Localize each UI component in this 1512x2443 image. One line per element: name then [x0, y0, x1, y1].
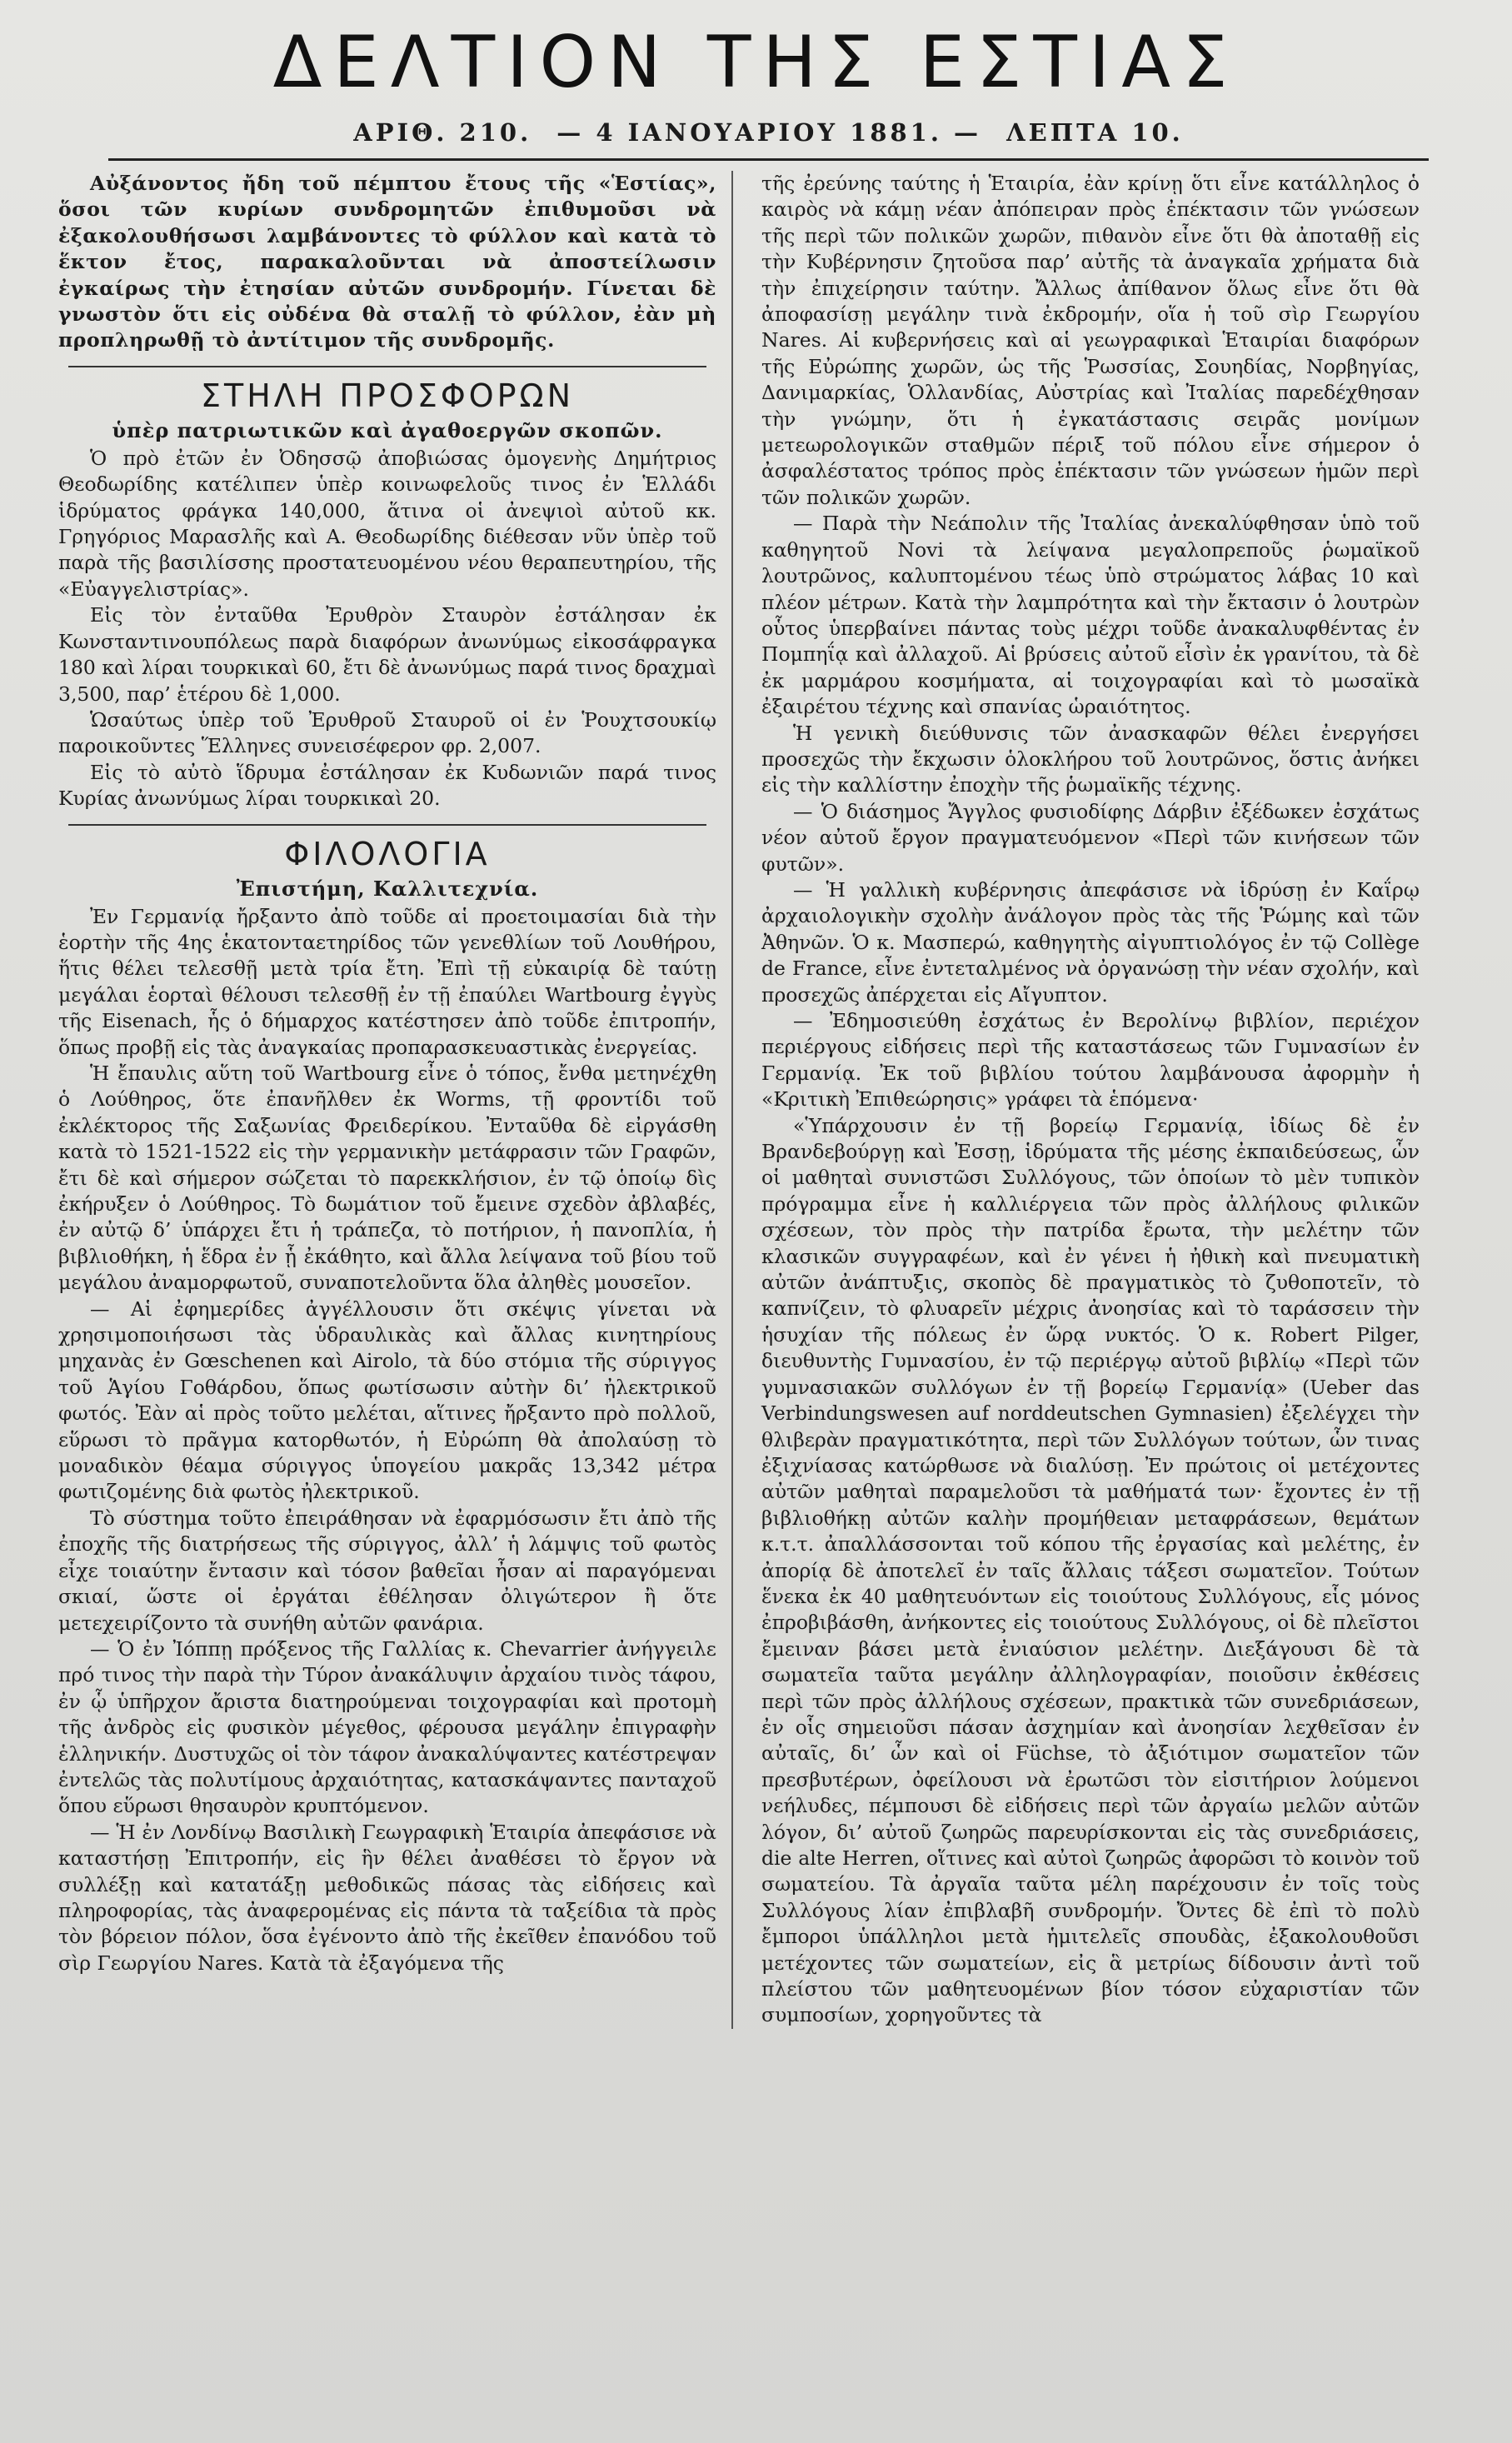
offer-item: Ὁ πρὸ ἐτῶν ἐν Ὀδησσῷ ἀποβιώσας ὁμογενὴς Δημήτριος Θεοδωρίδης κατέλιπεν ὑπὲρ κοινωφελοῦς τινος ἐν Ἑλλάδι ἱδρύματος φράγκα 140,000, ἅτινα οἱ ἀνεψιοὶ αὐτοῦ κκ. Γρηγόριος Μαρασλῆς καὶ Α. Θεοδωρίδης διέθεσαν νῦν ὑπὲρ τοῦ παρὰ τῆς βασιλίσσης προστατευομένου νέου θεραπευτηρίου, τῆς «Εὐαγγελιστρίας».: [58, 446, 716, 601]
article-paragraph: Ἐν Γερμανίᾳ ἤρξαντο ἀπὸ τοῦδε αἱ προετοιμασίαι διὰ τὴν ἑορτὴν τῆς 4ης ἑκατονταετηρίδος τῶν γενεθλίων τοῦ Λουθήρου, ἥτις θέλει τελεσθῇ μετὰ τρία ἔτη. Ἐπὶ τῇ εὐκαιρίᾳ δὲ ταύτῃ μεγάλαι ἑορταὶ θέλουσι τελεσθῇ ἐν τῇ ἐπαύλει Wartbourg ἐγγὺς τῆς Eisenach, ἧς ὁ δήμαρχος κατέστησεν ἀπὸ τοῦδε ἐπιτροπήν, ὅπως προβῇ εἰς τὰς ἀναγκαίας προπαρασκευαστικὰς ἐνεργείας.: [58, 904, 716, 1059]
offer-item: Εἰς τὸν ἐνταῦθα Ἐρυθρὸν Σταυρὸν ἐστάλησαν ἐκ Κωνσταντινουπόλεως παρὰ διαφόρων ἀνωνύμως εἰκοσάφραγκα 180 καὶ λίραι τουρκικαὶ 60, ἔτι δὲ ἀνωνύμως παρά τινος δραχμαὶ 3,500, παρ’ ἑτέρου δὲ 1,000.: [58, 603, 716, 706]
article-paragraph: — Ὁ διάσημος Ἄγγλος φυσιοδίφης Δάρβιν ἐξέδωκεν ἐσχάτως νέον αὐτοῦ ἔργον πραγματευόμενον «Περὶ τῶν κινήσεων τῶν φυτῶν».: [761, 799, 1420, 876]
philology-section-header: [68, 824, 706, 904]
article-paragraph: — Παρὰ τὴν Νεάπολιν τῆς Ἰταλίας ἀνεκαλύφθησαν ὑπὸ τοῦ καθηγητοῦ Novi τὰ λείψανα μεγαλοπρεποῦς ῥωμαϊκοῦ λουτρῶνος, καλυπτομένου τέως ὑπὸ στρώματος λάβας 10 καὶ πλέον μέτρων. Κατὰ τὴν λαμπρότητα καὶ τὴν ἔκτασιν ὁ λουτρὼν οὗτος ὑπερβαίνει πάντας τοὺς μέχρι τοῦδε ἀνακαλυφθέντας ἐν Πομπηΐᾳ καὶ ἀλλαχοῦ. Αἱ βρύσεις αὐτοῦ εἶσὶν ἐκ γρανίτου, τὰ δὲ ἐκ μαρμάρου κοσμήματα, αἱ τοιχογραφίαι καὶ τὸ μωσαϊκὰ ἐξαιρέτου τέχνης καὶ σπανίας ὡραιότητος.: [761, 512, 1420, 719]
article-paragraph: Ἡ ἔπαυλις αὕτη τοῦ Wartbourg εἶνε ὁ τόπος, ἔνθα μετηνέχθη ὁ Λούθηρος, ὅτε ἐπανῆλθεν ἐκ Worms, τῇ φροντίδι τοῦ ἐκλέκτορος τῆς Σαξωνίας Φρειδερίκου. Ἐνταῦθα δὲ εἰργάσθη κατὰ τὸ 1521-1522 εἰς τὴν γερμανικὴν μετάφρασιν τῶν Γραφῶν, ἔτι δὲ καὶ σήμερον σώζεται τὸ παρεκκλήσιον, ἐν τῷ ὁποίῳ δὶς ἐκήρυξεν ὁ Λούθηρος. Τὸ δωμάτιον τοῦ ἔμεινε σχεδὸν ἀβλαβές, ἐν αὐτῷ δ’ ὑπάρχει ἔτι ἡ τράπεζα, τὸ ποτήριον, ἡ πανοπλία, ἡ βιβλιοθήκη, ἡ ἕδρα ἐν ᾗ ἐκάθητο, καὶ ἄλλα λείψανα τοῦ βίου τοῦ μεγάλου ἀναμορφωτοῦ, συναποτελοῦντα ὅλα ἀληθὲς μουσεῖον.: [58, 1061, 716, 1295]
offers-title: ΣΤΗΛΗ ΠΡΟΣΦΟΡΩΝ: [200, 377, 575, 414]
article-paragraph: Ἡ γενικὴ διεύθυνσις τῶν ἀνασκαφῶν θέλει ἐνεργήσει προσεχῶς τὴν ἔκχωσιν ὁλοκλήρου τοῦ λουτρῶνος, ὅστις ἀνήκει εἰς τὴν καλλίστην ἐποχὴν τῆς ῥωμαϊκῆς τέχνης.: [761, 721, 1420, 797]
article-paragraph: — Ἐδημοσιεύθη ἐσχάτως ἐν Βερολίνῳ βιβλίον, περιέχον περιέργους εἰδήσεις περὶ τῆς καταστάσεως τῶν Γυμνασίων ἐν Γερμανίᾳ. Ἐκ τοῦ βιβλίου τούτου λαμβάνουσα ἀφορμὴν ἡ «Κριτικὴ Ἐπιθεώρησις» γράφει τὰ ἑπόμενα·: [761, 1009, 1420, 1112]
subscription-notice: Αὐξάνοντος ἤδη τοῦ πέμπτου ἔτους τῆς «Ἑστίας», ὅσοι τῶν κυρίων συνδρομητῶν ἐπιθυμοῦσι νὰ ἐξακολουθήσωσι λαμβάνοντες τὸ φύλλον καὶ κατὰ τὸ ἕκτον ἔτος, παρακαλοῦνται νὰ ἀποστείλωσιν ἐγκαίρως τὴν ἐτησίαν αὐτῶν συνδρομήν. Γίνεται δὲ γνωστὸν ὅτι εἰς οὐδένα θὰ σταλῇ τὸ φύλλον, ἐὰν μὴ προπληρωθῇ τὸ ἀντίτιμον τῆς συνδρομῆς.: [58, 172, 716, 352]
offer-item: Ὡσαύτως ὑπὲρ τοῦ Ἐρυθροῦ Σταυροῦ οἱ ἐν Ῥουχτσουκίῳ παροικοῦντες Ἕλληνες συνεισέφερον φρ. 2,007.: [58, 707, 716, 758]
offers-section-header: [68, 366, 706, 446]
issue-number: ΑΡΙΘ. 210.: [353, 118, 532, 147]
article-paragraph: — Ἡ ἐν Λονδίνῳ Βασιλικὴ Γεωγραφικὴ Ἑταιρία ἀπεφάσισε νὰ καταστήσῃ Ἐπιτροπήν, εἰς ἣν θέλει ἀναθέσει τὸ ἔργον νὰ συλλέξῃ καὶ κατατάξῃ μεθοδικῶς πάσας τὰς εἰδήσεις καὶ πληροφορίας, τὰς ἀναφερομένας εἰς πάντα τὰ ταξείδια τὰ πρὸς τὸν βόρειον πόλον, ὅσα ἐγένοντο ἀπὸ τῆς ἐκεῖθεν ἐπανόδου τοῦ σὶρ Γεωργίου Nares. Κατὰ τὰ ἐξαγόμενα τῆς: [58, 1820, 716, 1975]
article-paragraph: «Ὑπάρχουσιν ἐν τῇ βορείῳ Γερμανίᾳ, ἰδίως δὲ ἐν Βρανδεβούργῃ καὶ Ἐσσῃ, ἱδρύματα τῆς μέσης ἐκπαιδεύσεως, ὧν οἱ μαθηταὶ συνιστῶσι Συλλόγους, τῶν ὁποίων τὸ μὲν τυπικὸν πρόγραμμα εἶνε ἡ καλλιέργεια τῶν πρὸς ἀλλήλους φιλικῶν σχέσεων, τὸν πρὸς τὴν πατρίδα ἔρωτα, τὴν μελέτην τῶν κλασικῶν συγγραφέων, καὶ ἐν γένει ἡ ἠθικὴ καὶ πνευματικὴ αὐτῶν ἀνάπτυξις, σκοπὸς δὲ πραγματικὸς τὸ ζυθοποτεῖν, τὸ καπνίζειν, τὸ φλυαρεῖν μέχρις ἀνοησίας καὶ τὸ ταράσσειν τὴν ἡσυχίαν τῆς πόλεως ἐν ὥρᾳ νυκτός. Ὁ κ. Robert Pilger, διευθυντὴς Γυμνασίου, ἐν τῷ περιέργῳ αὐτοῦ βιβλίῳ «Περὶ τῶν γυμνασιακῶν συλλόγων ἐν τῇ βορείῳ Γερμανίᾳ» (Ueber das Verbindungswesen auf norddeutschen Gymnasien) ἐξελέγχει τὴν θλιβερὰν πραγματικότητα, περὶ τῶν Συλλόγων τούτων, ὧν τινας ἐξιχνίασας κατώρθωσε νὰ διαλύσῃ. Ἐν πρώτοις οἱ μετέχοντες αὐτῶν μαθηταὶ παραμελοῦσι τὰ μαθήματά των· ἔχοντες ἐν τῇ βιβλιοθήκῃ αὐτῶν καλὴν προμήθειαν μεταφράσεων, θεμάτων κ.τ.τ. ἀπαλλάσσονται τοῦ κόπου τῆς ἐργασίας καὶ μελέτης, ἐν ἀπορίᾳ δὲ ἀποτελεῖ ἐν ταῖς ἄλλαις τάξεσι σωματεῖον. Τούτων ἕνεκα ἐκ 40 μαθητευόντων εἰς τοιούτους Συλλόγους, εἷς μόνος ἐπροβιβάσθη, ἀνήκοντες εἰς τοιούτους Συλλόγους, οἱ δὲ πλεῖστοι ἔμειναν βάσει μετὰ ἐνιαύσιον μελέτην. Διεξάγουσι δὲ τὰ σωματεῖα ταῦτα μεγάλην ἀλληλογραφίαν, ποιοῦσιν ἐκθέσεις περὶ τῶν πρὸς ἀλλήλους σχέσεων, πρακτικὰ τῶν συνεδριάσεων, ἐν οἷς σημειοῦσι πάσαν ἀσχημίαν καὶ ἀνοησίαν λεχθεῖσαν ἐν αὐταῖς, δι’ ὧν καὶ οἱ Füchse, τὸ ἀξιότιμον σωματεῖον τῶν πρεσβυτέρων, ὀφείλουσι νὰ ἐρωτῶσι τὸν εἰσιτήριον λούμενοι νεήλυδες, πέμπουσι δὲ εἰδήσεις περὶ τῶν ἀργαίω μελῶν αὐτῶν λόγον, δι’ αὐτοῦ ζωηρῶς παρευρίσκονται εἰς τὰς συνεδριάσεις, die alte Herren, οἵτινες καὶ αὐτοὶ ζωηρῶς ἀφορῶσι τὸ κοινὸν τοῦ σωματείου. Τὰ ἀργαῖα ταῦτα μέλη παρέχουσιν ἐν τοῖς τοὺς Συλλόγους λίαν ἐπιβλαβῆ συνδρομήν. Ὄντες δὲ ἐπὶ τὸ πολὺ ἔμποροι ὑπάλληλοι μετὰ ἡμιτελεῖς σπουδὰς, ἐξακολουθοῦσι μετέχοντες τῶν σωματείων, εἰς ἃ μετρίως δίδουσιν ἀντὶ τοῦ πλείστου τῶν μαθητευομένων βίον τόσον εὐχαριστίαν τῶν συμποσίων, χορηγοῦντες τὰ: [761, 1113, 1420, 2027]
issue-dateline: [108, 110, 1429, 161]
philology-title: ΦΙΛΟΛΟΓΙΑ: [284, 835, 491, 872]
philology-subtitle: Ἐπιστήμη, Καλλιτεχνία.: [236, 876, 539, 901]
article-paragraph: — Αἱ ἐφημερίδες ἀγγέλλουσιν ὅτι σκέψις γίνεται νὰ χρησιμοποιήσωσι τὰς ὑδραυλικὰς καὶ ἄλλας κινητηρίους μηχανὰς ἐν Gœschenen καὶ Airolo, τὰ δύο στόμια τῆς σύριγγος τοῦ Ἁγίου Γοθάρδου, ὅπως φωτίσωσιν αὐτὴν δι’ ἠλεκτρικοῦ φωτός. Ἐὰν αἱ πρὸς τοῦτο μελέται, αἵτινες ἤρξαντο πρὸ πολλοῦ, εὕρωσι τὸ πρᾶγμα κατορθωτόν, ἡ Εὐρώπη θὰ ἀπολαύσῃ τὸ μοναδικὸν θέαμα σύριγγος ὑπογείου μακρᾶς 13,342 μέτρα φωτιζομένης διὰ φωτὸς ἠλεκτρικοῦ.: [58, 1296, 716, 1504]
right-column: [761, 171, 1420, 2029]
article-columns: [58, 171, 1454, 2029]
offers-subtitle: ὑπὲρ πατριωτικῶν καὶ ἀγαθοεργῶν σκοπῶν.: [112, 417, 663, 442]
issue-price: ΛΕΠΤΑ 10.: [1006, 118, 1184, 147]
masthead-title: ΔΕΛΤΙΟΝ ΤΗΣ ΕΣΤΙΑΣ: [272, 21, 1240, 104]
left-column: [58, 171, 733, 2029]
article-paragraph: — Ἡ γαλλικὴ κυβέρνησις ἀπεφάσισε νὰ ἱδρύσῃ ἐν Καΐρῳ ἀρχαιολογικὴν σχολὴν ἀνάλογον πρὸς τὰς τῆς Ῥώμης καὶ τῶν Ἀθηνῶν. Ὁ κ. Μασπερώ, καθηγητὴς αἰγυπτιολόγος ἐν τῷ Collège de France, εἶνε ἐντεταλμένος νὰ ὀργανώσῃ τὴν νέαν σχολήν, καὶ προσεχῶς ἀπέρχεται εἰς Αἴγυπτον.: [761, 877, 1420, 1007]
article-paragraph: Τὸ σύστημα τοῦτο ἐπειράθησαν νὰ ἐφαρμόσωσιν ἔτι ἀπὸ τῆς ἐποχῆς τῆς διατρήσεως τῆς σύριγγος, ἀλλ’ ἡ λάμψις τοῦ φωτὸς εἶχε τοιαύτην ἔντασιν καὶ τόσον βαθεῖαι ἦσαν αἱ παραγόμεναι σκιαί, ὥστε οἱ ἐργάται ἐθέλησαν ὀλιγώτερον ἢ ὅτε μετεχειρίζοντο τὰ συνήθη αὐτῶν φανάρια.: [58, 1506, 716, 1635]
article-paragraph: — Ὁ ἐν Ἰόππῃ πρόξενος τῆς Γαλλίας κ. Chevarrier ἀνήγγειλε πρό τινος τὴν παρὰ τὴν Τύρον ἀνακάλυψιν ἀρχαίου τινὸς τάφου, ἐν ᾧ ὑπῆρχον ἄριστα διατηρούμεναι τοιχογραφίαι καὶ προτομὴ τῆς ἀνδρὸς εἰς φυσικὸν μέγεθος, φέρουσα μεγάλην ἐπιγραφὴν ἑλληνικήν. Δυστυχῶς οἱ τὸν τάφον ἀνακαλύψαντες κατέστρεψαν ἐντελῶς τὰς πολυτίμους ἀρχαιότητας, κατασκάψαντες πανταχοῦ ὅπου εὕρωσι θησαυρὸν κρυπτόμενον.: [58, 1636, 716, 1818]
article-paragraph: τῆς ἐρεύνης ταύτης ἡ Ἑταιρία, ἐὰν κρίνῃ ὅτι εἶνε κατάλληλος ὁ καιρὸς νὰ κάμῃ νέαν ἀπόπειραν πρὸς ἐπέκτασιν τῶν γνώσεων τῆς περὶ τῶν πολικῶν χωρῶν, πιθανὸν εἶνε ὅτι θὰ ἀποταθῇ εἰς τὴν Κυβέρνησιν ζητοῦσα παρ’ αὐτῆς τὰ ἀναγκαῖα χρήματα διὰ τὴν ἐπιχείρησιν ταύτην. Ἄλλως ἀπίθανον ὅλως εἶνε ὅτι θὰ ἀποφασίσῃ μεγάλην τινὰ ἐκδρομήν, οἵα ἡ τοῦ σὶρ Γεωργίου Nares. Αἱ κυβερνήσεις καὶ αἱ γεωγραφικαὶ Ἑταιρίαι διαφόρων τῆς Εὐρώπης χωρῶν, ὡς τῆς Ῥωσσίας, Σουηδίας, Νορβηγίας, Δανιμαρκίας, Ὁλλανδίας, Αὐστρίας καὶ Ἰταλίας παρεδέχθησαν τὴν γνώμην, ὅτι ἡ ἐγκατάστασις σειρᾶς μονίμων μετεωρολογικῶν σταθμῶν πέριξ τοῦ πόλου εἶνε σήμερον ὁ ἀσφαλέστατος τρόπος πρὸς ἐπέκτασιν τῶν γνώσεων ἡμῶν περὶ τῶν πολικῶν χωρῶν.: [761, 172, 1420, 509]
offer-item: Εἰς τὸ αὐτὸ ἵδρυμα ἐστάλησαν ἐκ Κυδωνιῶν παρά τινος Κυρίας ἀνωνύμως λίραι τουρκικαὶ 20.: [58, 760, 716, 811]
issue-date: — 4 ΙΑΝΟΥΑΡΙΟΥ 1881. —: [556, 118, 982, 147]
